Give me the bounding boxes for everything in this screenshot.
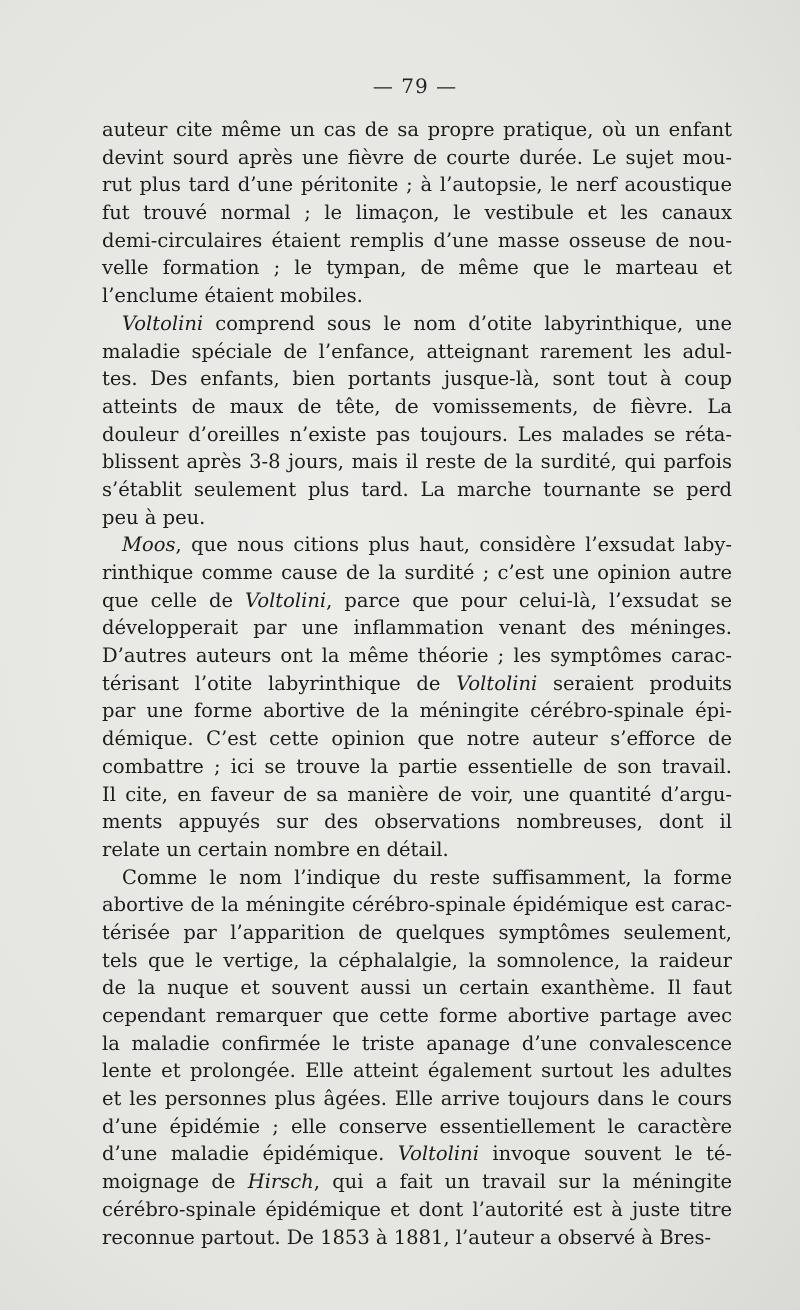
text-line: abortive de la méningite cérébro-spinale épidémique est carac- bbox=[102, 893, 732, 917]
text-line: atteints de maux de tête, de vomissements, de fièvre. La bbox=[102, 394, 732, 418]
text-line: reconnue partout. De 1853 à 1881, l’auteur a observé à Bres- bbox=[102, 1225, 712, 1249]
text-line: douleur d’oreilles n’existe pas toujours. Les malades se réta- bbox=[102, 422, 732, 446]
text-line: d’une maladie épidémique. Voltolini invoque souvent le té- bbox=[102, 1142, 732, 1166]
text-line: térisée par l’apparition de quelques symptômes seulement, bbox=[102, 920, 732, 944]
text-line: relate un certain nombre en détail. bbox=[102, 837, 449, 861]
body-text bbox=[102, 116, 732, 1251]
text-line: développerait par une inflammation venant des méninges. bbox=[102, 616, 732, 640]
text-line: peu à peu. bbox=[102, 505, 206, 529]
page-number: — 79 — bbox=[372, 74, 458, 98]
text-line: d’une épidémie ; elle conserve essentiellement le caractère bbox=[102, 1114, 732, 1138]
text-line: Voltolini comprend sous le nom d’otite labyrinthique, une bbox=[122, 311, 732, 335]
text-line: D’autres auteurs ont la même théorie ; les symptômes carac- bbox=[102, 644, 732, 668]
text-line: tels que le vertige, la céphalalgie, la somnolence, la raideur bbox=[102, 948, 732, 972]
text-line: que celle de Voltolini, parce que pour celui-là, l’exsudat se bbox=[102, 588, 732, 612]
text-line: rinthique comme cause de la surdité ; c’est une opinion autre bbox=[102, 561, 732, 584]
text-line: lente et prolongée. Elle atteint également surtout les adultes bbox=[102, 1059, 732, 1083]
text-line: auteur cite même un cas de sa propre pratique, où un enfant bbox=[102, 118, 732, 141]
text-line: et les personnes plus âgées. Elle arrive toujours dans le cours bbox=[102, 1087, 732, 1111]
text-line: blissent après 3-8 jours, mais il reste de la surdité, qui parfois bbox=[102, 450, 732, 474]
text-line: tes. Des enfants, bien portants jusque-là, sont tout à coup bbox=[102, 367, 732, 391]
text-line: combattre ; ici se trouve la partie essentielle de son travail. bbox=[102, 754, 732, 778]
text-line: velle formation ; le tympan, de même que le marteau et bbox=[102, 256, 732, 280]
text-line: maladie spéciale de l’enfance, atteignant rarement les adul- bbox=[102, 339, 732, 363]
text-line: fut trouvé normal ; le limaçon, le vestibule et les canaux bbox=[102, 201, 732, 225]
text-line: de la nuque et souvent aussi un certain exanthème. Il faut bbox=[102, 976, 732, 1000]
text-line: s’établit seulement plus tard. La marche tournante se perd bbox=[102, 477, 732, 501]
text-line: cérébro-spinale épidémique et dont l’autorité est à juste titre bbox=[102, 1197, 732, 1221]
text-line: demi-circulaires étaient remplis d’une masse osseuse de nou- bbox=[102, 228, 732, 252]
text-line: Comme le nom l’indique du reste suffisamment, la forme bbox=[122, 865, 732, 889]
text-line: l’enclume étaient mobiles. bbox=[102, 284, 363, 308]
text-line: démique. C’est cette opinion que notre auteur s’efforce de bbox=[102, 727, 732, 751]
text-line: moignage de Hirsch, qui a fait un travail sur la méningite bbox=[102, 1170, 733, 1194]
text-line: par une forme abortive de la méningite cérébro-spinale épi- bbox=[102, 699, 732, 723]
text-line: rut plus tard d’une péritonite ; à l’autopsie, le nerf acoustique bbox=[102, 173, 732, 197]
text-line: cependant remarquer que cette forme abortive partage avec bbox=[102, 1004, 732, 1027]
text-line: la maladie confirmée le triste apanage d’une convalescence bbox=[102, 1031, 732, 1055]
text-line: Il cite, en faveur de sa manière de voir, une quantité d’argu- bbox=[102, 782, 732, 806]
text-line: devint sourd après une fièvre de courte durée. Le sujet mou- bbox=[102, 145, 732, 169]
text-line: térisant l’otite labyrinthique de Voltolini seraient produits bbox=[102, 671, 732, 695]
text-line: Moos, que nous citions plus haut, considère l’exsudat laby- bbox=[122, 533, 732, 557]
text-line: ments appuyés sur des observations nombreuses, dont il bbox=[102, 810, 732, 834]
